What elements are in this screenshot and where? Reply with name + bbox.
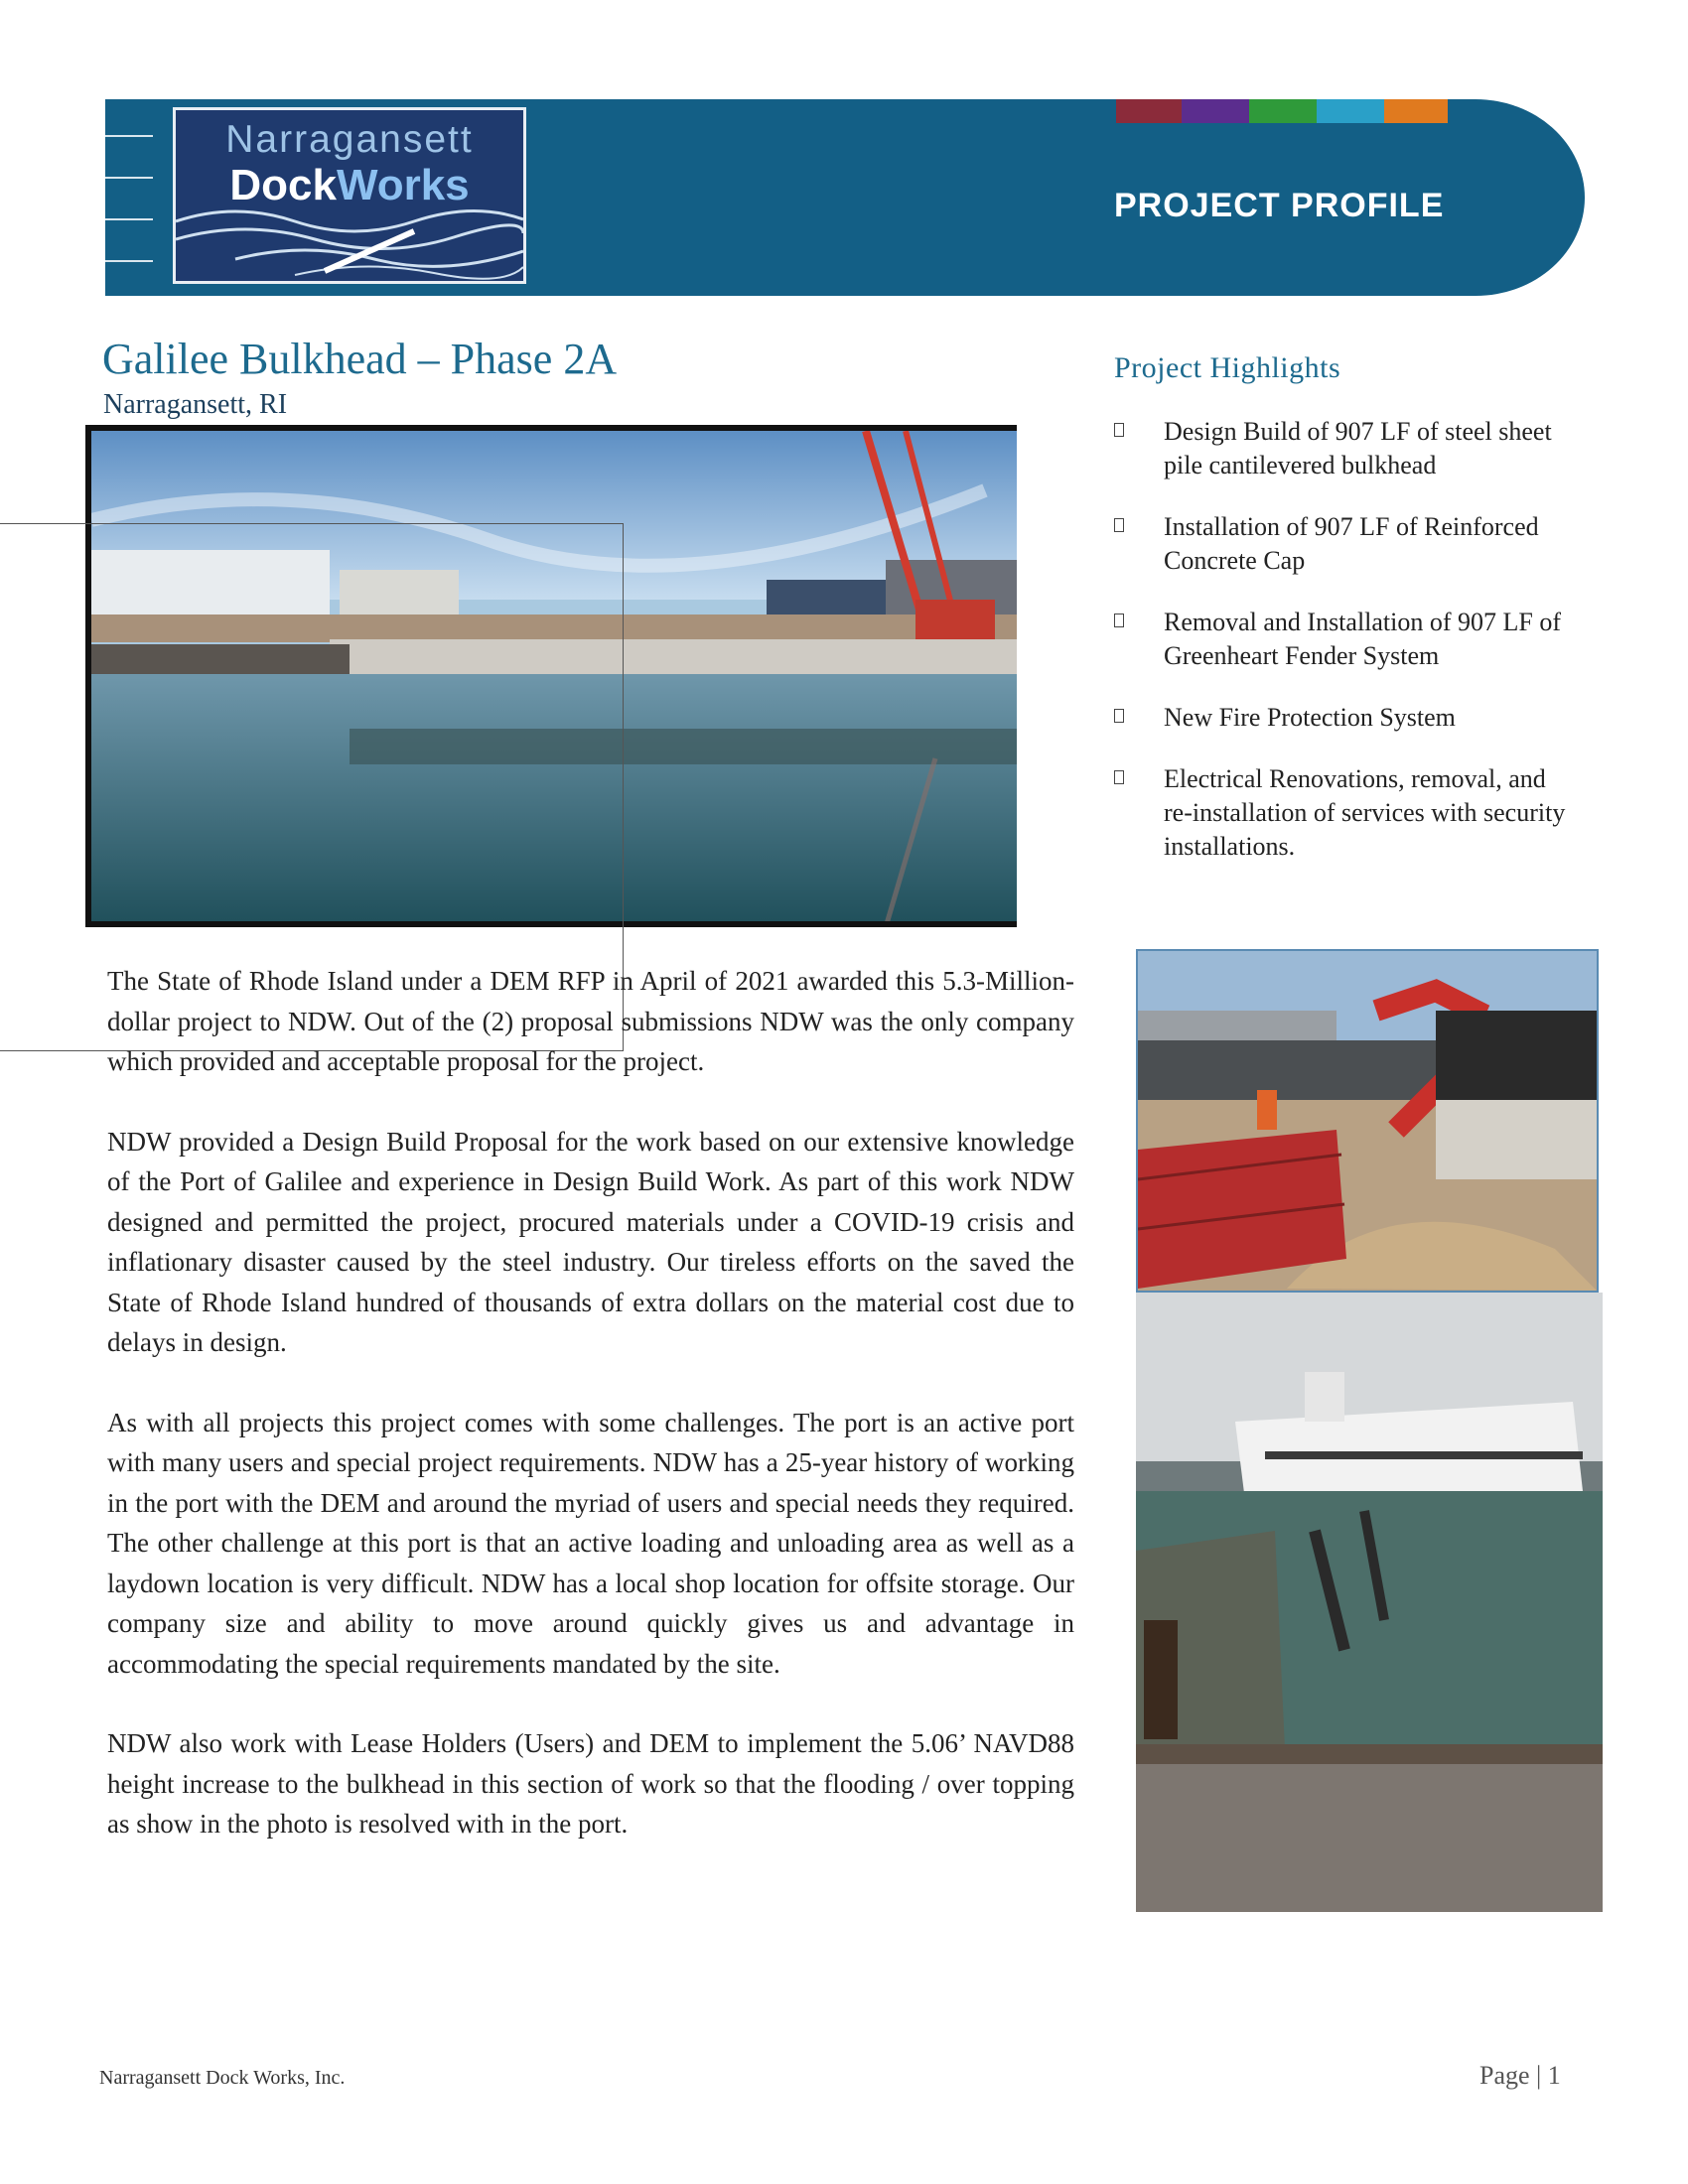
logo-text-works: Works bbox=[336, 161, 470, 209]
project-title: Galilee Bulkhead – Phase 2A bbox=[102, 335, 618, 383]
highlight-text: New Fire Protection System bbox=[1164, 703, 1456, 732]
bullet-icon bbox=[1114, 709, 1124, 723]
company-logo bbox=[173, 107, 526, 284]
highlights-list bbox=[1114, 415, 1571, 891]
bullet-icon bbox=[1114, 614, 1124, 627]
highlight-item bbox=[1114, 510, 1571, 578]
body-paragraph: NDW also work with Lease Holders (Users) and DEM to implement the 5.06’ NAVD88 height increase to the bulkhead in this section of work so that the flooding / over topping as show in the photo is resolved with in the port. bbox=[107, 1728, 1074, 1839]
excavator-image bbox=[1138, 951, 1597, 1291]
section-label: PROJECT PROFILE bbox=[1114, 187, 1445, 224]
highlight-item bbox=[1114, 415, 1571, 482]
ferry-flooding-photo bbox=[1136, 1293, 1603, 1912]
logo-text-dock: Dock bbox=[229, 161, 337, 209]
bullet-icon bbox=[1114, 518, 1124, 532]
highlight-text: Design Build of 907 LF of steel sheet pile cantilevered bulkhead bbox=[1164, 417, 1552, 479]
logo-waves-icon bbox=[176, 202, 523, 281]
accent-bar-3 bbox=[1249, 99, 1317, 123]
footer-company: Narragansett Dock Works, Inc. bbox=[99, 2067, 346, 2089]
bullet-icon bbox=[1114, 770, 1124, 784]
accent-bar-5 bbox=[1384, 99, 1448, 123]
project-description bbox=[107, 961, 1074, 1884]
logo-text-top: Narragansett bbox=[225, 118, 474, 161]
bullet-icon bbox=[1114, 423, 1124, 437]
highlight-item bbox=[1114, 701, 1571, 735]
highlight-item bbox=[1114, 762, 1571, 864]
accent-bar-2 bbox=[1182, 99, 1249, 123]
highlight-text: Removal and Installation of 907 LF of Greenheart Fender System bbox=[1164, 608, 1562, 670]
body-paragraph: The State of Rhode Island under a DEM RFP in April of 2021 awarded this 5.3-Million-dollar project to NDW. Out of the (2) proposal submissions NDW was the only company which provided and acceptable proposal for the project. bbox=[107, 966, 1074, 1076]
highlight-text: Electrical Renovations, removal, and re-installation of services with security installations. bbox=[1164, 764, 1566, 861]
accent-bar-1 bbox=[1116, 99, 1182, 123]
ferry-image bbox=[1136, 1293, 1603, 1912]
excavator-photo bbox=[1136, 949, 1599, 1293]
body-paragraph: NDW provided a Design Build Proposal for the work based on our extensive knowledge of the Port of Galilee and experience in Design Build Work. As part of this work NDW designed and permitted the project, procured materials under a COVID-19 crisis and inflationary disaster caused by the steel industry. Our tireless efforts on the saved the State of Rhode Island hundred of thousands of extra dollars on the material cost due to delays in design. bbox=[107, 1126, 1074, 1357]
highlight-text: Installation of 907 LF of Reinforced Concrete Cap bbox=[1164, 512, 1539, 575]
page-number: Page | 1 bbox=[1479, 2061, 1561, 2090]
project-location: Narragansett, RI bbox=[103, 389, 288, 420]
accent-bar-4 bbox=[1317, 99, 1384, 123]
body-paragraph: As with all projects this project comes with some challenges. The port is an active port with many users and special project requirements. NDW has a 25-year history of working in the port with the DEM and around the myriad of users and special needs they required. The other challenge at this port is that an active loading and unloading area as well as a laydown location is very difficult. NDW has a local shop location for offsite storage. Our company size and ability to move around quickly gives us and advantage in accommodating the special requirements mandated by the site. bbox=[107, 1407, 1074, 1679]
highlight-item bbox=[1114, 606, 1571, 673]
banner-rule-lines bbox=[105, 135, 153, 302]
highlights-heading: Project Highlights bbox=[1114, 351, 1341, 384]
